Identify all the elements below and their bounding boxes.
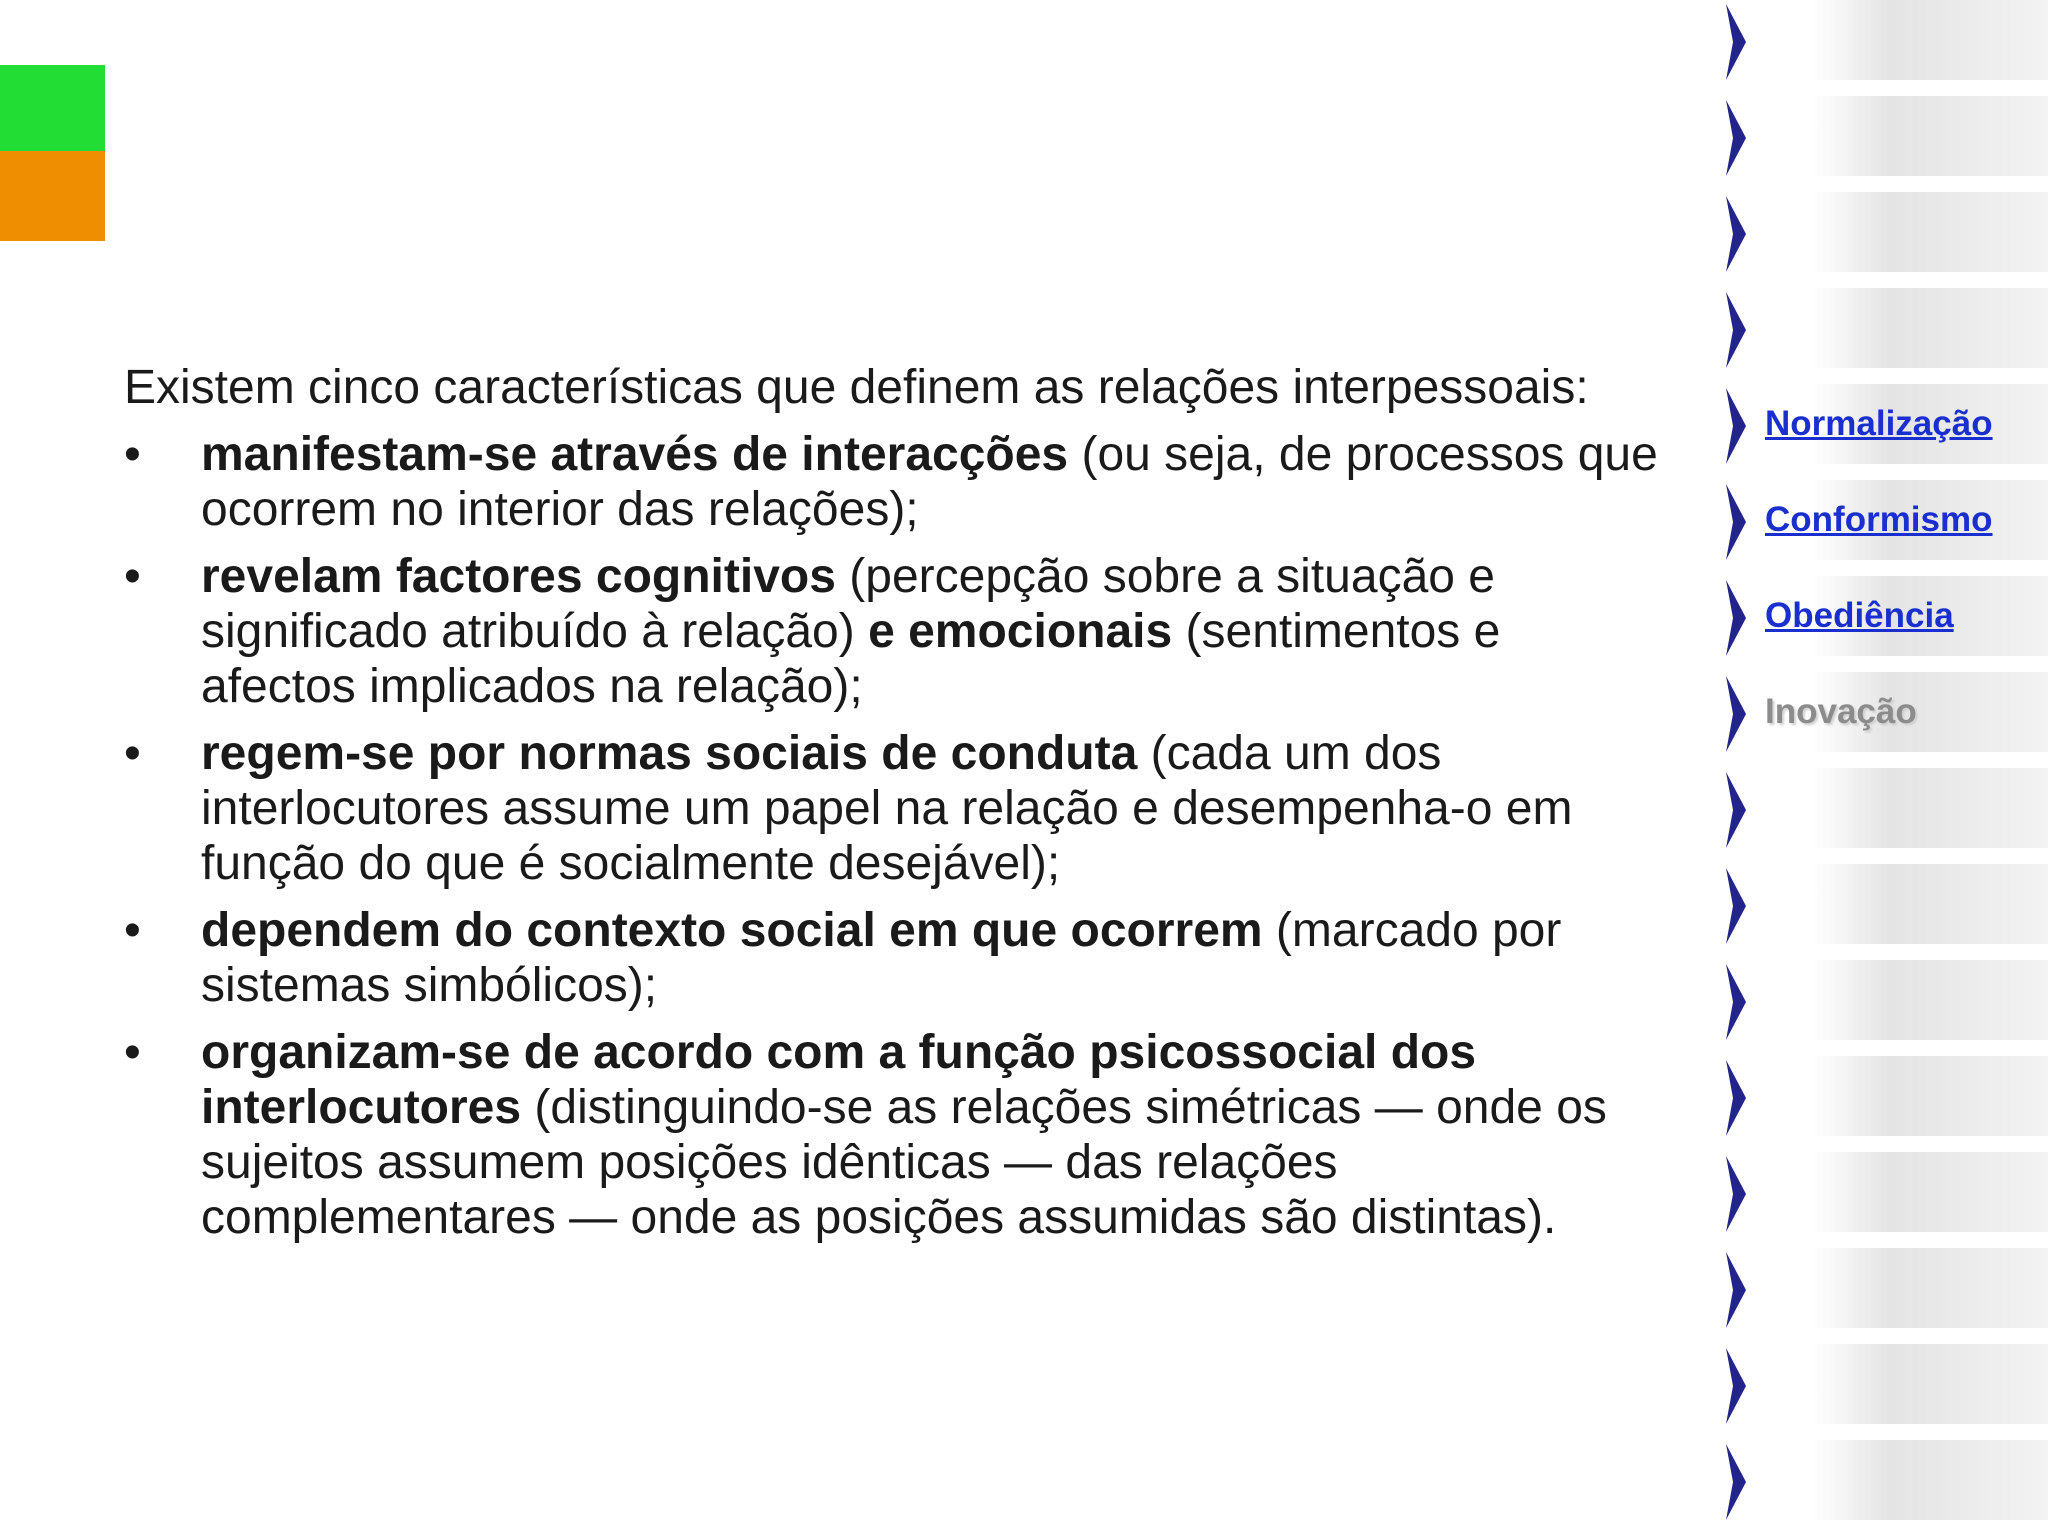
chevron-right-icon — [1726, 868, 1746, 944]
nav-row — [1720, 192, 2048, 280]
bullet-bold-text: regem-se por normas sociais de conduta — [201, 727, 1138, 780]
nav-row — [1720, 1440, 2048, 1528]
bullet-bold-text: organizam-se de acordo com a função psicossocial dos interlocutores — [201, 1026, 1477, 1134]
corner-green-block — [0, 65, 105, 151]
chevron-right-icon — [1726, 1252, 1746, 1328]
corner-orange-block — [0, 151, 105, 241]
nav-current-label: Inovação — [1765, 692, 1917, 731]
bullet-text: (sentimentos e afectos implicados na relação); — [201, 605, 1501, 713]
chevron-right-icon — [1726, 772, 1746, 848]
chevron-right-icon — [1726, 484, 1746, 560]
chevron-right-icon — [1726, 676, 1746, 752]
chevron-right-icon — [1726, 292, 1746, 368]
bullet-text: (percepção sobre a situação e significado atribuído à relação) — [201, 550, 1495, 658]
nav-row — [1720, 864, 2048, 952]
nav-row — [1720, 1248, 2048, 1336]
list-item — [124, 427, 1664, 537]
list-item — [124, 726, 1664, 891]
chevron-right-icon — [1726, 1156, 1746, 1232]
bullet-bold-text: dependem do contexto social em que ocorrem — [201, 904, 1263, 957]
nav-link-normalizacao[interactable] — [1720, 384, 2048, 472]
bullet-dot: • — [124, 904, 141, 957]
chevron-right-icon — [1726, 4, 1746, 80]
chevron-right-icon — [1726, 1060, 1746, 1136]
nav-link-obediencia[interactable] — [1720, 576, 2048, 664]
nav-row — [1720, 1056, 2048, 1144]
bullet-dot: • — [124, 550, 141, 603]
list-item — [124, 1025, 1664, 1245]
nav-link-label[interactable]: Normalização — [1765, 404, 1993, 443]
chevron-right-icon — [1726, 100, 1746, 176]
nav-row — [1720, 1152, 2048, 1240]
bullet-bold-text: manifestam-se através de interacções — [201, 428, 1069, 481]
nav-row — [1720, 1344, 2048, 1432]
bullet-dot: • — [124, 428, 141, 481]
list-item — [124, 549, 1664, 714]
chevron-right-icon — [1726, 1444, 1746, 1520]
navigation-strip — [1720, 0, 2048, 1536]
bullet-text: (distinguindo-se as relações simétricas — onde os sujeitos assumem posições idênticas — das relações complementares — onde as posições assumidas são distintas). — [201, 1081, 1607, 1244]
characteristics-list — [124, 427, 1664, 1245]
list-item — [124, 903, 1664, 1013]
chevron-right-icon — [1726, 580, 1746, 656]
bullet-bold-text: revelam factores cognitivos — [201, 550, 836, 603]
chevron-right-icon — [1726, 388, 1746, 464]
bullet-bold-text: e emocionais — [868, 605, 1173, 658]
bullet-text: (marcado por sistemas simbólicos); — [201, 904, 1562, 1012]
nav-row — [1720, 96, 2048, 184]
intro-text: Existem cinco características que definem as relações interpessoais: — [124, 361, 1589, 414]
nav-row — [1720, 768, 2048, 856]
nav-row — [1720, 288, 2048, 376]
bullet-text: (cada um dos interlocutores assume um papel na relação e desempenha-o em função do que é socialmente desejável); — [201, 727, 1573, 890]
chevron-right-icon — [1726, 964, 1746, 1040]
chevron-right-icon — [1726, 196, 1746, 272]
nav-link-conformismo[interactable] — [1720, 480, 2048, 568]
slide-body — [124, 360, 1664, 1257]
chevron-right-icon — [1726, 1348, 1746, 1424]
bullet-dot: • — [124, 727, 141, 780]
nav-current-inovacao — [1720, 672, 2048, 760]
bullet-text: (ou seja, de processos que ocorrem no interior das relações); — [201, 428, 1658, 536]
nav-link-label[interactable]: Obediência — [1765, 596, 1954, 635]
nav-link-label[interactable]: Conformismo — [1765, 500, 1993, 539]
nav-row — [1720, 0, 2048, 88]
nav-row — [1720, 960, 2048, 1048]
bullet-dot: • — [124, 1026, 141, 1079]
